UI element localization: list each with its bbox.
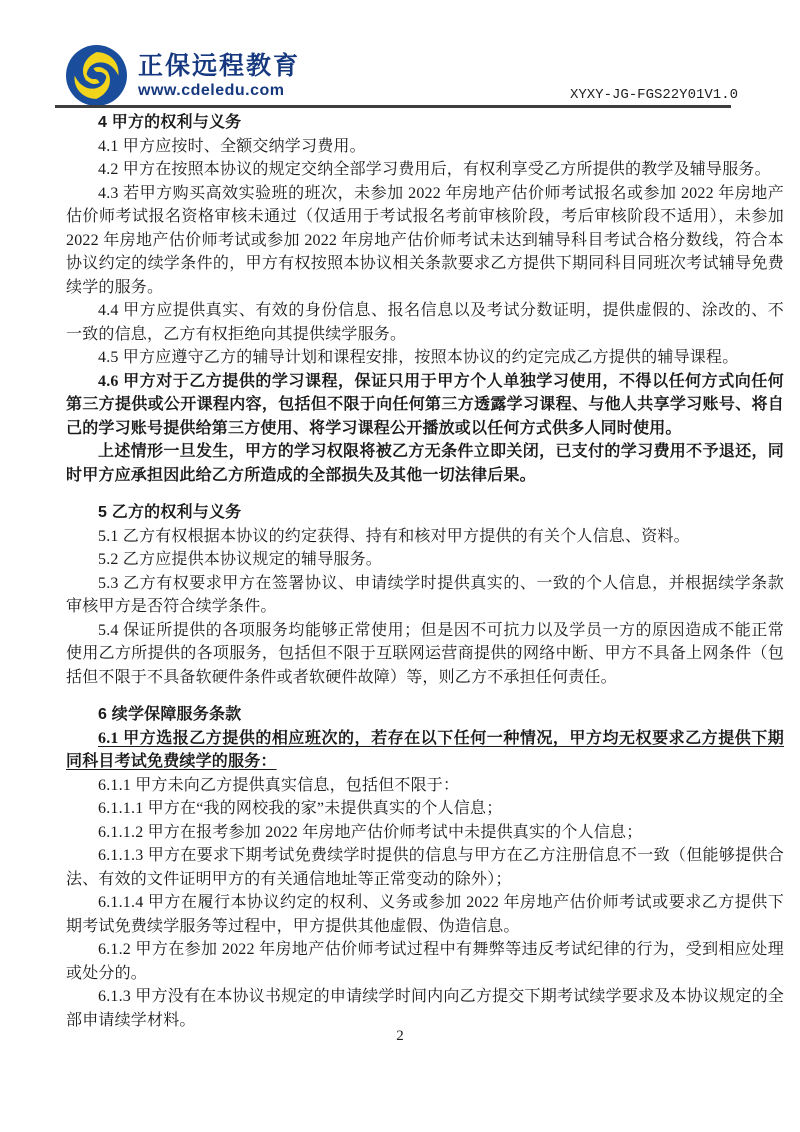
paragraph: 5.2 乙方应提供本协议规定的辅导服务。 bbox=[98, 551, 383, 568]
paragraph: 6.1.1 甲方未向乙方提供真实信息，包括但不限于： bbox=[98, 776, 460, 794]
section-heading: 5 乙方的权利与义务 bbox=[98, 504, 242, 521]
page-number: 2 bbox=[396, 1028, 404, 1044]
page-footer bbox=[0, 1028, 800, 1045]
paragraph: 6.1.2 甲方在参加 2022 年房地产估价师考试过程中有舞弊等违反考试纪律的行为，受到相应处理或处分的。 bbox=[66, 941, 784, 982]
header-divider bbox=[55, 105, 731, 108]
paragraph: 上述情形一旦发生，甲方的学习权限将被乙方无条件立即关闭，已支付的学习费用不予退还，同时甲方应承担因此给乙方所造成的全部损失及其他一切法律后果。 bbox=[66, 443, 784, 484]
paragraph: 6.1.3 甲方没有在本协议书规定的申请续学时间内向乙方提交下期考试续学要求及本协议规定的全部申请续学材料。 bbox=[66, 988, 784, 1029]
paragraph: 6.1.1.4 甲方在履行本协议约定的权利、义务或参加 2022 年房地产估价师考试或要求乙方提供下期考试免费续学服务等过程中，甲方提供其他虚假、伪造信息。 bbox=[66, 894, 784, 935]
brand-logo bbox=[66, 45, 300, 106]
document-header bbox=[66, 44, 780, 106]
paragraph: 5.1 乙方有权根据本协议的约定获得、持有和核对甲方提供的有关个人信息、资料。 bbox=[98, 527, 690, 545]
paragraph: 6.1.1.3 甲方在要求下期考试免费续学时提供的信息与甲方在乙方注册信息不一致（但能够提供合法、有效的文件证明甲方的有关通信地址等正常变动的除外）； bbox=[66, 847, 784, 888]
paragraph: 4.4 甲方应提供真实、有效的身份信息、报名信息以及考试分数证明，提供虚假的、涂改的、不一致的信息，乙方有权拒绝向其提供续学服务。 bbox=[66, 302, 784, 343]
paragraph: 4.1 甲方应按时、全额交纳学习费用。 bbox=[98, 137, 366, 155]
paragraph: 4.6 甲方对于乙方提供的学习课程，保证只用于甲方个人单独学习使用，不得以任何方式向任何第三方提供或公开课程内容，包括但不限于向任何第三方透露学习课程、与他人共享学习账号、将自己的学习账号提供给第三方使用、将学习课程公开播放或以任何方式供多人同时使用。 bbox=[66, 372, 784, 437]
section-heading: 4 甲方的权利与义务 bbox=[98, 114, 242, 131]
document-body bbox=[66, 111, 784, 1032]
paragraph: 6.1.1.2 甲方在报考参加 2022 年房地产估价师考试中未提供真实的个人信息； bbox=[98, 823, 643, 841]
swirl-globe-icon bbox=[66, 45, 127, 106]
brand-name: 正保远程教育 bbox=[138, 51, 301, 80]
paragraph: 4.5 甲方应遵守乙方的辅导计划和课程安排，按照本协议的约定完成乙方提供的辅导课程。 bbox=[98, 349, 739, 366]
paragraph: 6.1.1.1 甲方在“我的网校我的家”未提供真实的个人信息； bbox=[98, 800, 503, 817]
paragraph: 4.2 甲方在按照本协议的规定交纳全部学习费用后，有权利享受乙方所提供的教学及辅导服务。 bbox=[98, 161, 771, 178]
brand-url: www.cdeledu.com bbox=[138, 81, 285, 99]
paragraph: 4.3 若甲方购买高效实验班的班次，未参加 2022 年房地产估价师考试报名或参加 2022 年房地产估价师考试报名资格审核未通过（仅适用于考试报名考前审核阶段，考后审核阶段不适用），未参加 2022 年房地产估价师考试或参加 2022 年房地产估价师考试未达到辅导科目考试合格分数线，符合本协议约定的续学条件的，甲方有权按照本协议相关条款要求乙方提供下期同科目同班次考试辅导免费续学的服务。 bbox=[66, 184, 784, 296]
brand-text-block bbox=[138, 51, 300, 101]
paragraph: 5.4 保证所提供的各项服务均能够正常使用；但是因不可抗力以及学员一方的原因造成不能正常使用乙方所提供的各项服务，包括但不限于互联网运营商提供的网络中断、甲方不具备上网条件（包括但不限于不具备软硬件条件或者软硬件故障）等，则乙方不承担任何责任。 bbox=[66, 621, 784, 686]
document-code: XYXY-JG-FGS22Y01V1.0 bbox=[569, 87, 738, 103]
paragraph: 6.1 甲方选报乙方提供的相应班次的，若存在以下任何一种情况，甲方均无权要求乙方提供下期同科目考试免费续学的服务： bbox=[66, 729, 784, 770]
section-heading: 6 续学保障服务条款 bbox=[98, 706, 242, 723]
paragraph: 5.3 乙方有权要求甲方在签署协议、申请续学时提供真实的、一致的个人信息，并根据续学条款审核甲方是否符合续学条件。 bbox=[66, 574, 784, 615]
